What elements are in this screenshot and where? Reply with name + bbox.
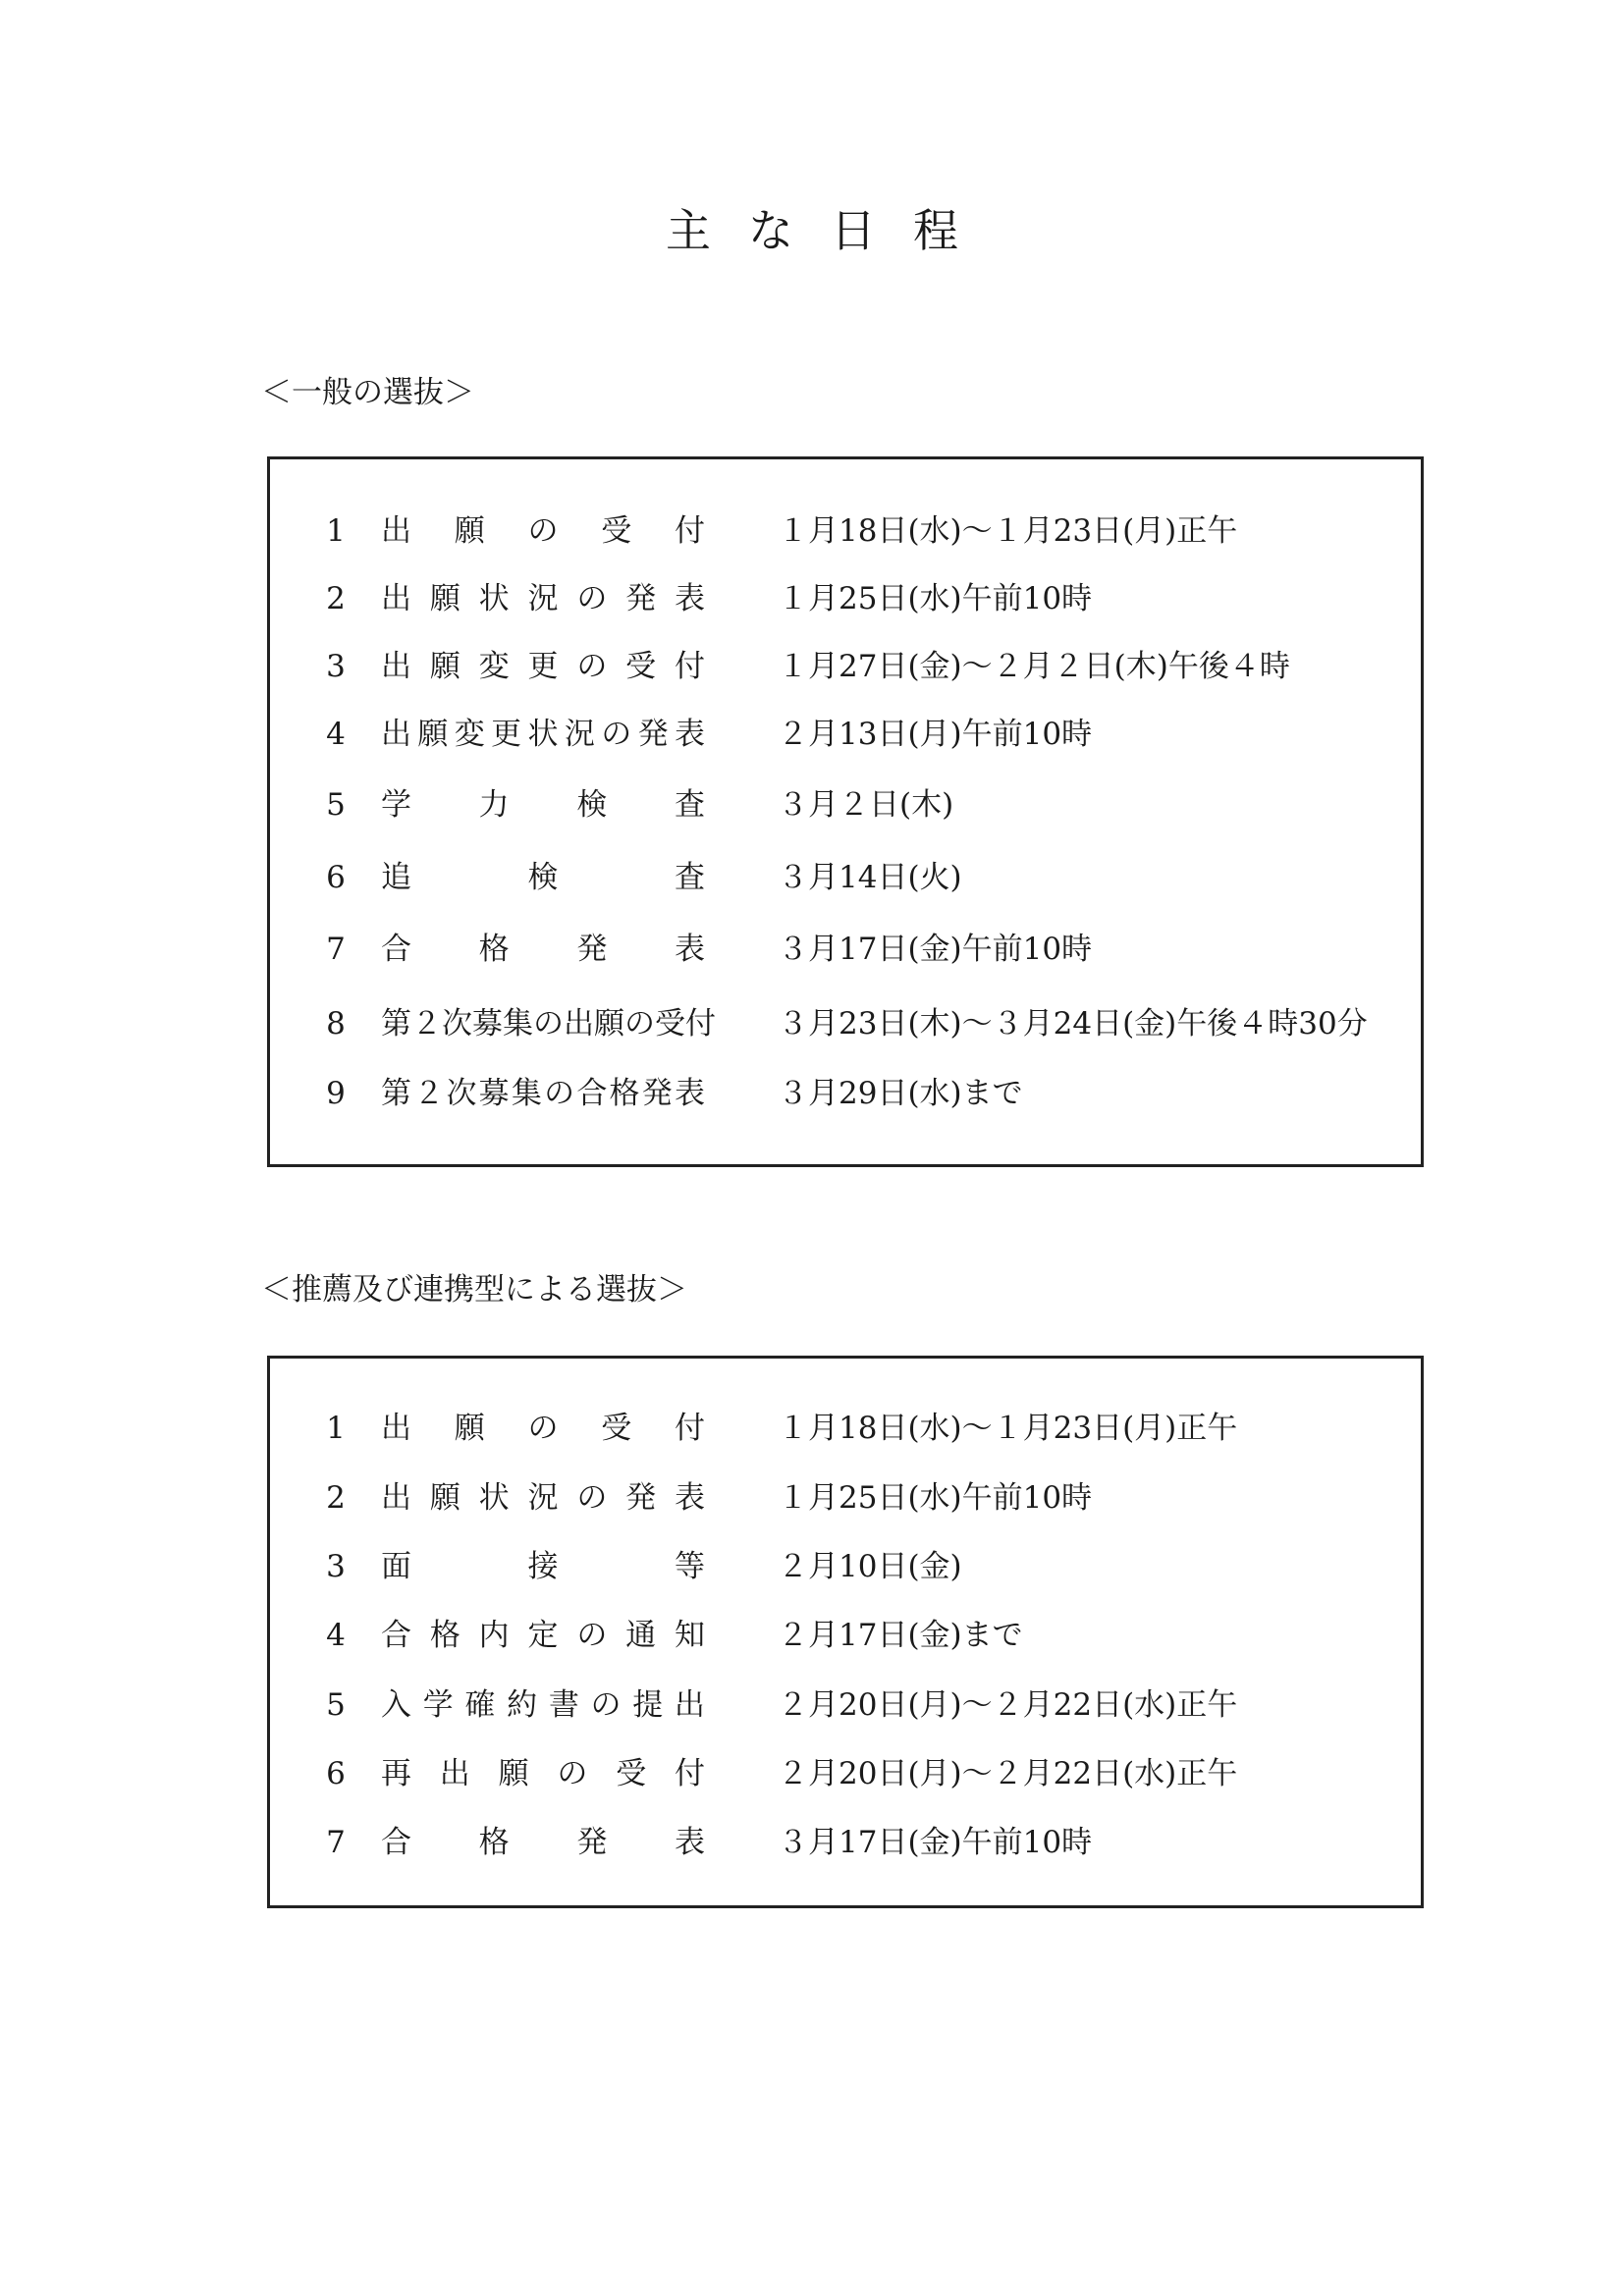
event-name: 出 願 変 更 の 受 付 [381,649,705,684]
page-title: 主な日程 [666,204,996,257]
schedule-row [270,1072,1421,1115]
event-date: ３月17日(金)午前10時 [778,1825,1093,1860]
schedule-row [270,1821,1421,1864]
schedule-row [270,1407,1421,1450]
schedule-row [270,713,1421,756]
event-date: ２月13日(月)午前10時 [778,717,1093,752]
event-date: １月18日(水)～１月23日(月)正午 [778,1411,1238,1446]
event-name: 追 検 査 [381,860,705,895]
schedule-box-general [267,456,1424,1167]
event-date: ３月23日(木)～３月24日(金)午後４時30分 [778,1006,1368,1041]
row-number: 5 [326,1687,346,1723]
section-heading-recommend: ＜推薦及び連携型による選抜＞ [261,1272,687,1308]
event-name: 合 格 内 定 の 通 知 [381,1618,705,1653]
event-date: ３月17日(金)午前10時 [778,932,1093,967]
event-date: ２月20日(月)～２月22日(水)正午 [778,1687,1238,1723]
row-number: 4 [326,1618,346,1653]
event-date: ３月29日(水)まで [778,1076,1023,1111]
schedule-row [270,856,1421,899]
event-name: 再 出 願 の 受 付 [381,1756,705,1791]
schedule-box-recommend [267,1356,1424,1908]
event-name: 第 ２ 次 募 集 の 出 願 の 受 付 [381,1006,716,1041]
event-name: 面 接 等 [381,1549,705,1584]
row-number: 7 [326,1825,346,1860]
schedule-row [270,928,1421,971]
row-number: 1 [326,1411,346,1446]
row-number: 4 [326,717,346,752]
row-number: 1 [326,513,346,549]
event-date: ３月14日(火) [778,860,962,895]
row-number: 5 [326,787,346,823]
row-number: 6 [326,860,346,895]
schedule-row [270,645,1421,688]
event-date: １月27日(金)～２月２日(木)午後４時 [778,649,1290,684]
section-heading-general: ＜一般の選抜＞ [261,375,474,410]
event-name: 出 願 の 受 付 [381,513,705,549]
row-number: 9 [326,1076,346,1111]
event-date: ２月17日(金)まで [778,1618,1023,1653]
event-name: 出 願 状 況 の 発 表 [381,1480,705,1516]
event-date: １月25日(水)午前10時 [778,1480,1093,1516]
schedule-row [270,1545,1421,1588]
row-number: 7 [326,932,346,967]
schedule-row [270,1002,1421,1045]
row-number: 6 [326,1756,346,1791]
schedule-row [270,1752,1421,1795]
event-date: １月18日(水)～１月23日(月)正午 [778,513,1238,549]
row-number: 3 [326,1549,346,1584]
row-number: 8 [326,1006,346,1041]
schedule-row [270,577,1421,620]
event-name: 入 学 確 約 書 の 提 出 [381,1687,705,1723]
schedule-row [270,1476,1421,1520]
schedule-row [270,1683,1421,1727]
event-name: 第 ２ 次 募 集 の 合 格 発 表 [381,1076,705,1111]
event-date: ２月20日(月)～２月22日(水)正午 [778,1756,1238,1791]
event-name: 合 格 発 表 [381,1825,705,1860]
event-name: 出 願 の 受 付 [381,1411,705,1446]
row-number: 2 [326,581,346,616]
schedule-row [270,509,1421,553]
schedule-row [270,1614,1421,1657]
row-number: 3 [326,649,346,684]
row-number: 2 [326,1480,346,1516]
event-name: 出 願 変 更 状 況 の 発 表 [381,717,705,752]
event-date: ３月２日(木) [778,787,954,823]
schedule-row [270,783,1421,827]
event-date: ２月10日(金) [778,1549,962,1584]
event-date: １月25日(水)午前10時 [778,581,1093,616]
event-name: 合 格 発 表 [381,932,705,967]
event-name: 学 力 検 査 [381,787,705,823]
event-name: 出 願 状 況 の 発 表 [381,581,705,616]
